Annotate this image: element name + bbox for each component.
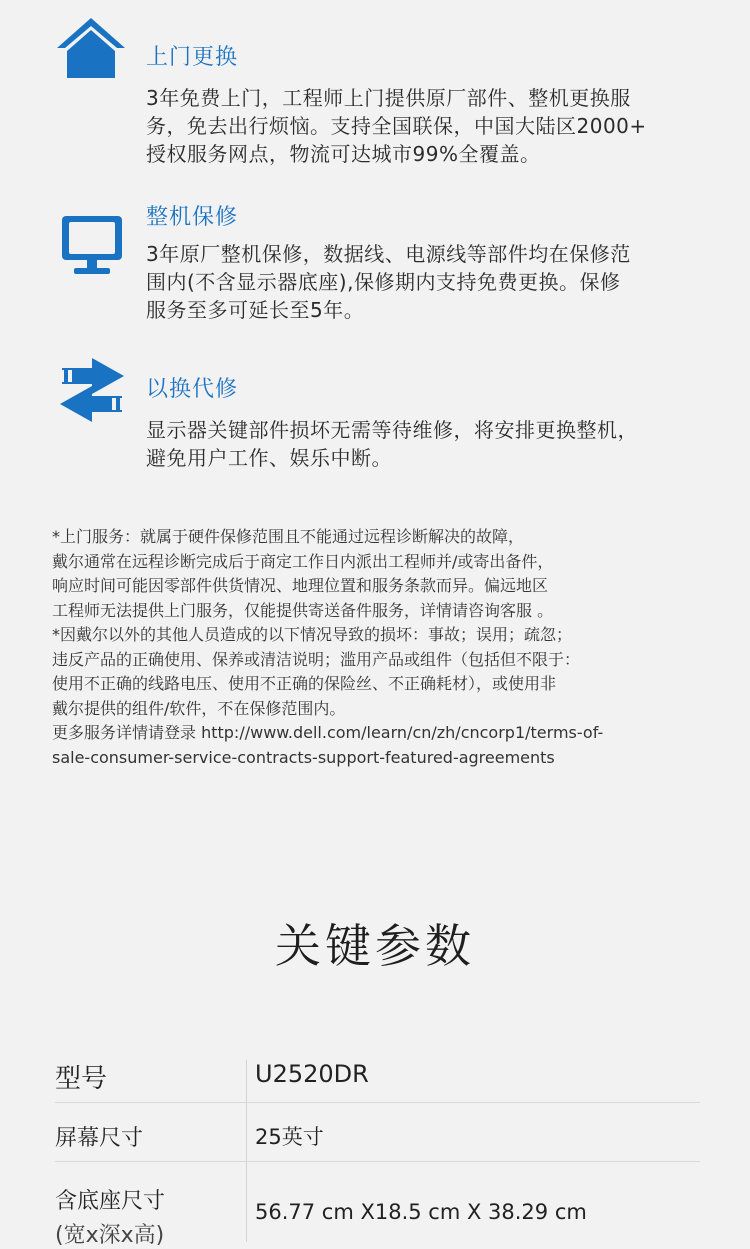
desc-line: 务，免去出行烦恼。支持全国联保，中国大陆区2000+ (146, 114, 647, 138)
note-line: 违反产品的正确使用、保养或清洁说明；滥用产品或组件（包括但不限于： (52, 649, 581, 669)
desc-line: 避免用户工作、娱乐中断。 (146, 446, 392, 470)
section-title-key-specs: 关键参数 (275, 919, 475, 973)
spec-value: 25英寸 (255, 1125, 324, 1149)
note-line: *因戴尔以外的其他人员造成的以下情况导致的损坏：事故；误用；疏忽； (52, 625, 573, 644)
spec-value: U2520DR (255, 1060, 369, 1088)
spec-table (55, 1040, 700, 1248)
note-line: 戴尔提供的组件/软件，不在保修范围内。 (52, 698, 346, 718)
spec-value: 56.77 cm X18.5 cm X 38.29 cm (255, 1200, 587, 1224)
monitor-icon (60, 214, 124, 280)
spec-row-model (55, 1040, 700, 1103)
note-line: 戴尔通常在远程诊断完成后于商定工作日内派出工程师并/或寄出备件， (52, 551, 554, 571)
feature-title: 以换代修 (146, 377, 239, 402)
desc-line: 3年原厂整机保修，数据线、电源线等部件均在保修范 (146, 242, 631, 266)
feature-full-warranty (0, 196, 750, 336)
column-divider (246, 1060, 247, 1102)
desc-line: 服务至多可延长至5年。 (146, 298, 365, 322)
service-notes (52, 525, 712, 770)
feature-replace-instead-of-repair (0, 356, 750, 476)
exchange-arrows-icon (58, 358, 126, 426)
note-line: *上门服务：就属于硬件保修范围且不能通过远程诊断解决的故障， (52, 527, 525, 546)
house-icon (55, 16, 127, 84)
desc-line: 3年免费上门，工程师上门提供原厂部件、整机更换服 (146, 86, 631, 110)
note-line: sale-consumer-service-contracts-support-featured-agreements (52, 747, 555, 767)
spec-label-sub: (宽x深x高) (55, 1223, 165, 1248)
feature-desc (146, 416, 706, 472)
feature-title: 整机保修 (146, 205, 239, 230)
spec-row-screen-size (55, 1103, 700, 1162)
feature-desc (146, 240, 706, 324)
feature-onsite-replacement (0, 14, 750, 174)
note-line: 工程师无法提供上门服务，仅能提供寄送备件服务，详情请咨询客服 。 (52, 600, 554, 620)
spec-label: 含底座尺寸 (55, 1189, 166, 1214)
note-line: 响应时间可能因零部件供货情况、地理位置和服务条款而异。偏远地区 (52, 576, 549, 595)
spec-label: 型号 (55, 1064, 108, 1094)
feature-desc (146, 84, 706, 168)
desc-line: 显示器关键部件损坏无需等待维修，将安排更换整机， (146, 418, 638, 442)
feature-title: 上门更换 (146, 45, 239, 70)
desc-line: 授权服务网点，物流可达城市99%全覆盖。 (146, 142, 541, 166)
note-line: 使用不正确的线路电压、使用不正确的保险丝、不正确耗材），或使用非 (52, 674, 557, 693)
spec-label: 屏幕尺寸 (55, 1126, 144, 1151)
column-divider (246, 1103, 247, 1161)
column-divider (246, 1162, 247, 1242)
spec-row-dimensions (55, 1162, 700, 1248)
desc-line: 围内(不含显示器底座),保修期内支持免费更换。保修 (146, 270, 621, 294)
note-line: 更多服务详情请登录 http://www.dell.com/learn/cn/zh/cncorp1/terms-of- (52, 723, 604, 742)
